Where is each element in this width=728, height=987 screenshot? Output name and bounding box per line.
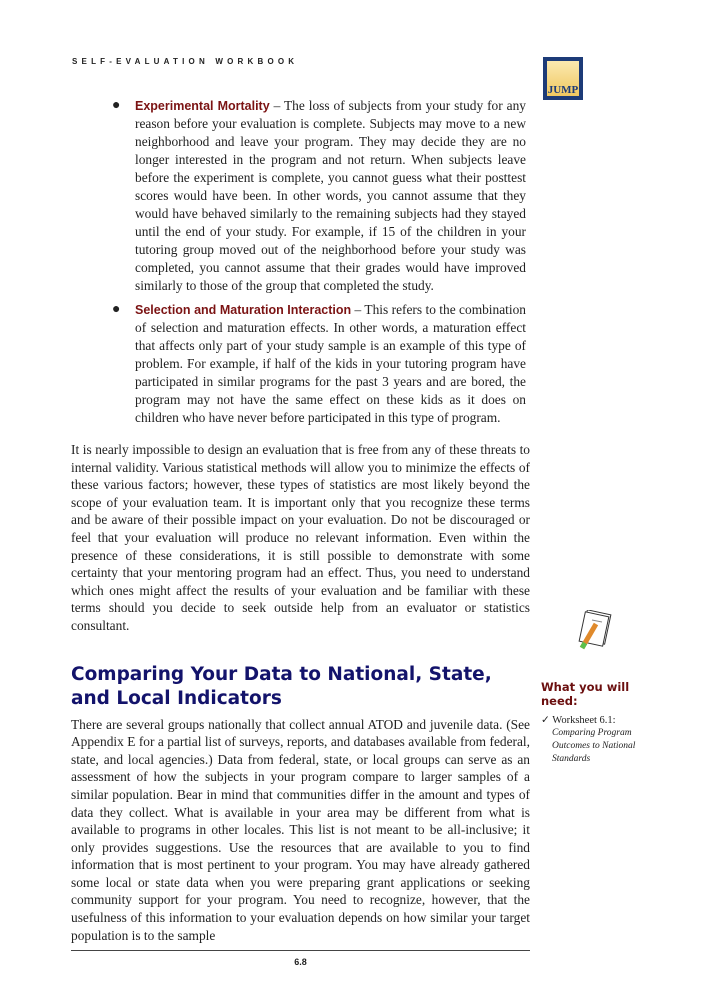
sidebar-title: What you will need: <box>541 680 630 708</box>
worksheet-label: Worksheet 6.1: <box>552 715 616 726</box>
section-heading: Comparing Your Data to National, State, and Local Indicators <box>71 663 492 709</box>
term: Experimental Mortality <box>135 99 270 113</box>
jump-logo <box>543 57 583 100</box>
list-item <box>112 301 526 427</box>
notepad-pencil-icon <box>576 610 612 652</box>
term: Selection and Maturation Interaction <box>135 303 352 317</box>
footer-rule <box>71 950 530 951</box>
running-header: SELF-EVALUATION WORKBOOK <box>72 57 299 66</box>
main-column <box>71 0 530 944</box>
definition: – The loss of subjects from your study for any reason before your evaluation is complete. Subjects may move to a new neighborhood and leave your program. They may decide they are no longer interested in the program and not return. When subjects leave before the experiment is complete, you cannot guess what their posttest scores would have been. In other words, you cannot assume that they would have behaved similarly to the remaining subjects had they stayed until the end of your study. For example, if 15 of the children in your tutoring group moved out of the neighborhood before your study was completed, you cannot assume that their grades would have improved similarly to those of the group that completed the study. <box>135 98 526 293</box>
sidebar-item <box>541 714 661 766</box>
list-item <box>112 97 526 295</box>
section-paragraph: There are several groups nationally that collect annual ATOD and juvenile data. (See Appendix E for a partial list of surveys, reports, and databases available from federal, state, and local agencies.) Data from federal, state, or local groups can serve as an assessment of how the subjects in your program compare to larger samples of a similar population. Bear in mind that communities differ in the amount and types of data they collect. What is available in your area may be different from what is available to programs in other locales. This list is not meant to be all-inclusive; it only provides suggestions. Use the resources that are available to you to find information that is most pertinent to your program. You may have already gathered some local or state data when you were preparing grant applications or seeking community support for your program. You need to recognize, however, that the usefulness of this information to your evaluation depends on how similar your target population is to the sample <box>71 716 530 943</box>
footer <box>71 944 530 987</box>
page-number: 6.8 <box>294 957 307 968</box>
definition: – This refers to the combination of selection and maturation effects. In other words, a maturation effect that affects only part of your study sample is an example of this type of problem. For example, if half of the kids in your tutoring program have participated in similar programs for the past 3 years and are bored, the program may not have the same effect on these kids as it does on children who have never before participated in this type of program. <box>135 302 526 425</box>
body-paragraph: It is nearly impossible to design an evaluation that is free from any of these threats to internal validity. Various statistical methods will allow you to minimize the effects of these various factors; however, these types of statistics are most likely beyond the scope of your evaluation team. It is important only that you recognize these terms and be aware of their possible impact on your evaluation. Do not be discouraged or feel that your evaluation will produce no relevant information. Even within the presence of these considerations, it is still possible to demonstrate with some certainty that your mentoring program had an effect. Thus, you need to understand which ones might affect the results of your evaluation and be familiar with these terms should you decide to seek outside help from an evaluator or statistics consultant. <box>71 442 530 633</box>
sidebar <box>541 680 691 766</box>
logo-image: JUMP <box>547 61 579 96</box>
threat-list <box>112 97 526 427</box>
bullet-icon: ● <box>112 302 121 317</box>
worksheet-title: Comparing Program Outcomes to National Standards <box>552 728 636 764</box>
bullet-icon: ● <box>112 98 121 113</box>
check-icon: ✓ <box>541 715 550 726</box>
